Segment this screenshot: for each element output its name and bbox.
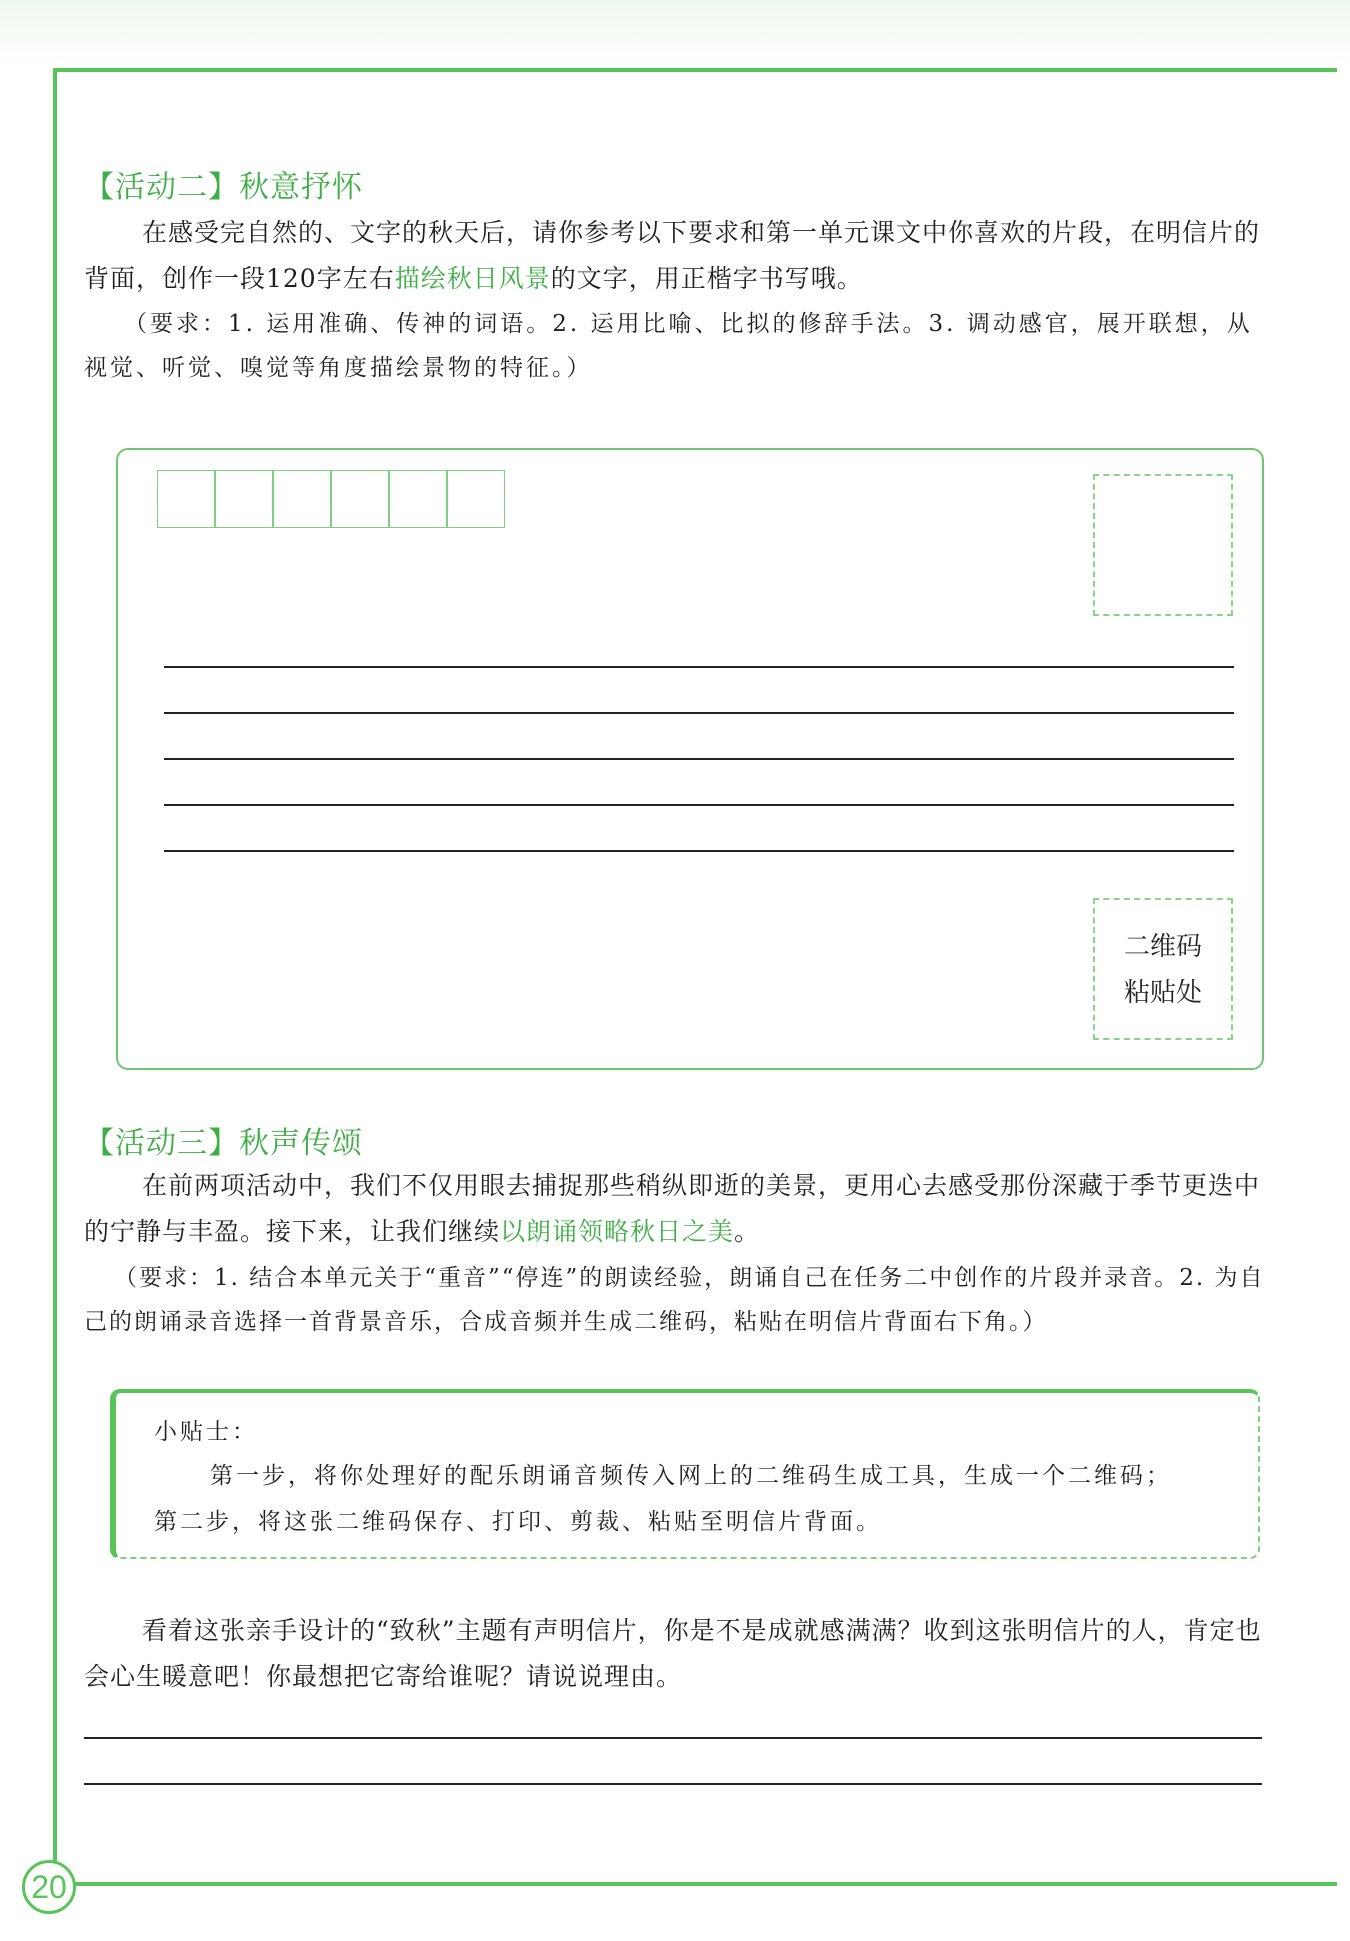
tips-box <box>110 1389 1260 1559</box>
tips-title: 小贴士： <box>154 1419 258 1445</box>
answer-line-2[interactable] <box>84 1783 1262 1785</box>
activity3-text-before: 在前两项活动中，我们不仅用眼去捕捉那些稍纵即逝的美景，更用心去感受那份深藏于季节更迭中的宁静与丰盈。接下来，让我们继续 <box>84 1171 1261 1246</box>
page-frame-bottom-rule <box>68 1882 1337 1886</box>
zip-box-3[interactable] <box>273 470 331 528</box>
tips-step2: 第二步，将这张二维码保存、打印、剪裁、粘贴至明信片背面。 <box>154 1509 882 1535</box>
postcard-line-5[interactable] <box>164 850 1234 852</box>
activity2-text-before: 在感受完自然的、文字的秋天后，请你参考以下要求和第一单元课文中你喜欢的片段，在明信片的背面，创作一段120字左右 <box>84 218 1261 293</box>
activity3-highlight: 以朗诵领略秋日之美 <box>500 1217 735 1246</box>
stamp-area <box>1093 474 1233 616</box>
closing-question: 看着这张亲手设计的“致秋”主题有声明信片，你是不是成就感满满？收到这张明信片的人，肯定也会心生暖意吧！你最想把它寄给谁呢？请说说理由。 <box>84 1616 1262 1691</box>
activity3-heading: 【活动三】秋声传颂 <box>84 1127 363 1160</box>
zip-box-2[interactable] <box>215 470 273 528</box>
activity2-text-after: 的文字，用正楷字书写哦。 <box>550 264 863 293</box>
zip-box-4[interactable] <box>331 470 389 528</box>
postcard-line-1[interactable] <box>164 666 1234 668</box>
activity2-paragraph <box>84 210 1264 302</box>
zip-box-1[interactable] <box>157 470 215 528</box>
qr-label-line2: 粘贴处 <box>1123 977 1202 1007</box>
activity2-highlight: 描绘秋日风景 <box>394 264 551 293</box>
postcard-line-3[interactable] <box>164 758 1234 760</box>
zip-box-5[interactable] <box>389 470 447 528</box>
tips-body <box>154 1453 1244 1545</box>
postcard-line-2[interactable] <box>164 712 1234 714</box>
tips-step1: 第一步，将你处理好的配乐朗诵音频传入网上的二维码生成工具，生成一个二维码； <box>210 1463 1172 1489</box>
zip-box-6[interactable] <box>447 470 505 528</box>
activity3-requirement: （要求：1. 结合本单元关于“重音”“停连”的朗读经验，朗诵自己在任务二中创作的片段并录音。2. 为自己的朗诵录音选择一首背景音乐，合成音频并生成二维码，粘贴在明信片背面右下角。） <box>84 1265 1265 1335</box>
activity3-text-after: 。 <box>734 1217 761 1246</box>
postcard-line-4[interactable] <box>164 804 1234 806</box>
answer-line-1[interactable] <box>84 1737 1262 1739</box>
page-number: 20 <box>22 1860 76 1914</box>
activity2-requirement: （要求：1. 运用准确、传神的词语。2. 运用比喻、比拟的修辞手法。3. 调动感官，展开联想，从视觉、听觉、嗅觉等角度描绘景物的特征。） <box>84 311 1253 381</box>
qr-paste-area <box>1093 898 1233 1040</box>
activity2-heading: 【活动二】秋意抒怀 <box>84 171 363 204</box>
activity3-paragraph <box>84 1163 1264 1255</box>
qr-label-line1: 二维码 <box>1123 931 1202 961</box>
top-tint <box>0 0 1350 70</box>
